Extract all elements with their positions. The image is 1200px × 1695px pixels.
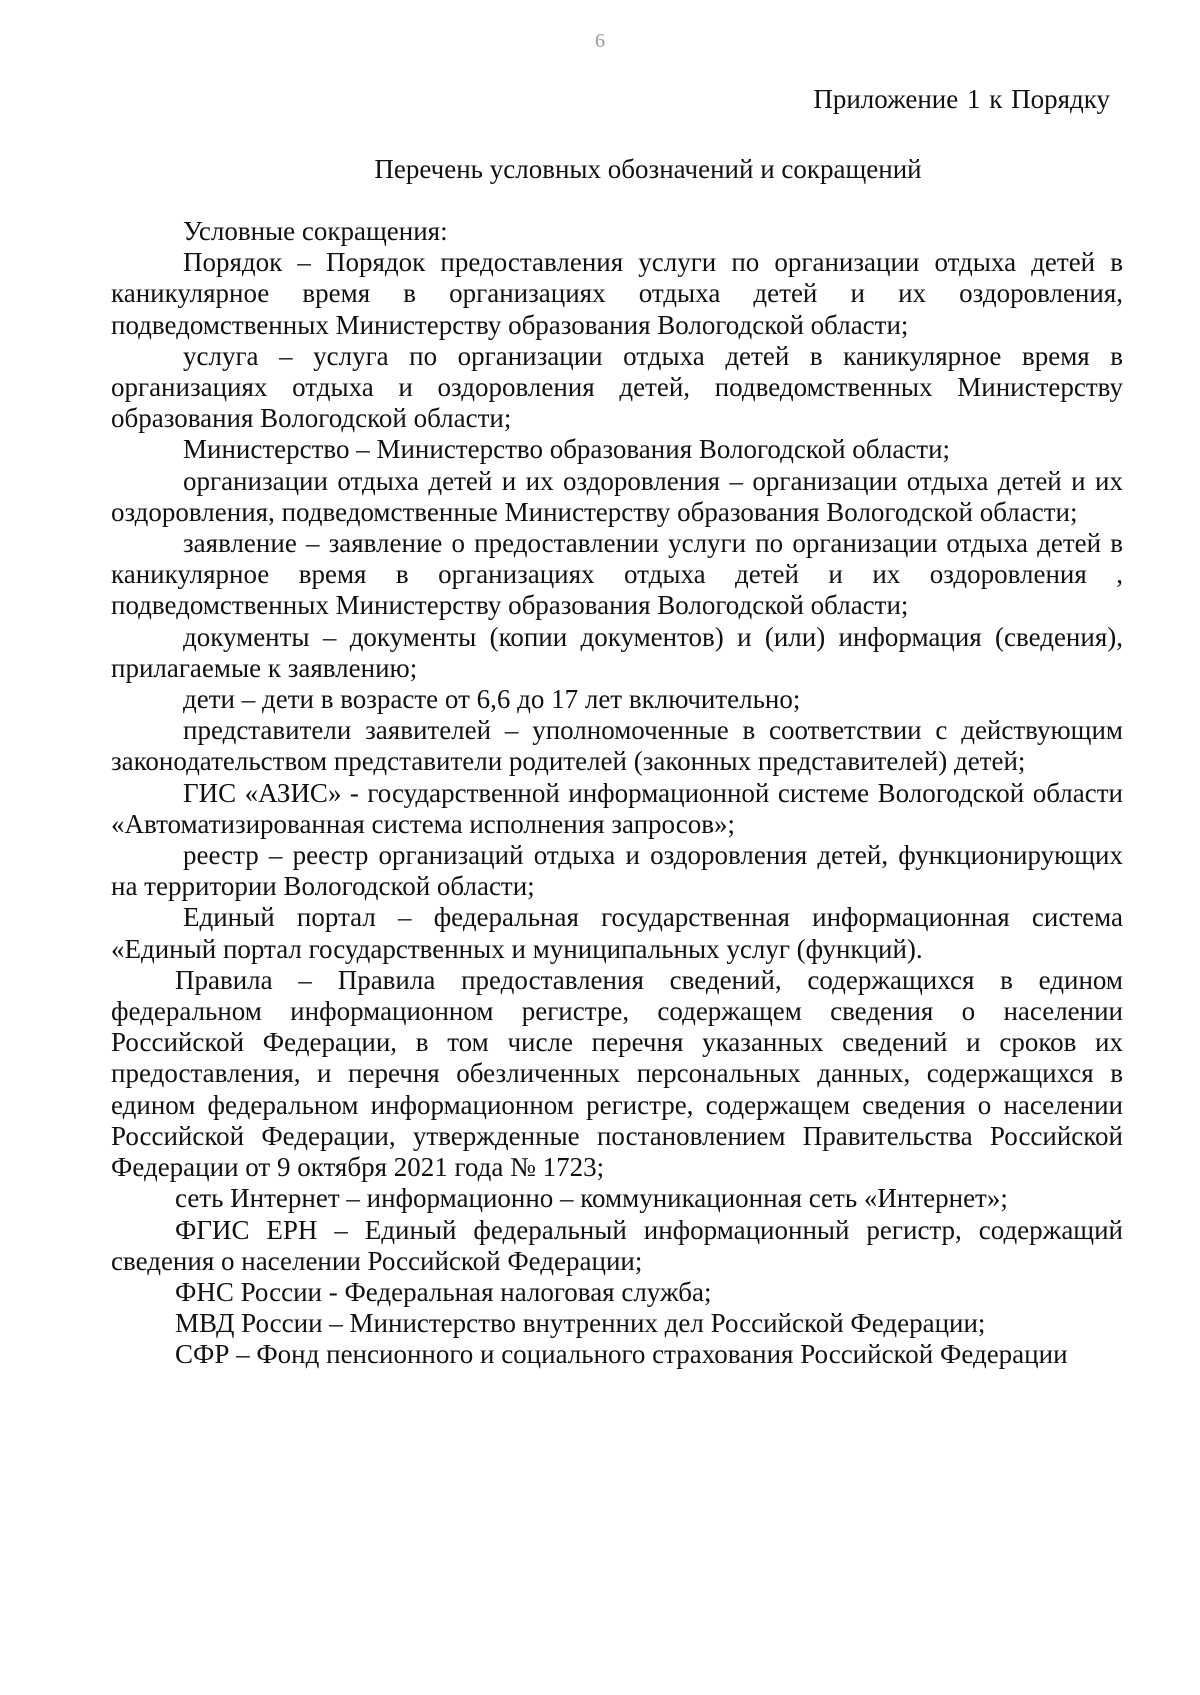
entry-usluga: услуга – услуга по организации отдыха детей в каникулярное время в организациях отдыха и оздоровления детей, подведомственных Министерству образования Вологодской области;: [111, 340, 1123, 434]
entry-set-internet: сеть Интернет – информационно – коммуникационная сеть «Интернет»;: [175, 1183, 1008, 1214]
entry-sfr: СФР – Фонд пенсионного и социального страхования Российской Федерации: [175, 1339, 1068, 1370]
page-number: 6: [595, 30, 605, 52]
document-body: [111, 216, 1123, 1371]
document-title: Перечень условных обозначений и сокращений: [374, 154, 922, 184]
entry-deti: дети – дети в возрасте от 6,6 до 17 лет включительно;: [183, 684, 801, 715]
entry-predstaviteli: представители заявителей – уполномоченные в соответствии с действующим законодательством представители родителей (законных представителей) детей;: [111, 715, 1123, 777]
entry-fns: ФНС России - Федеральная налоговая служба;: [175, 1276, 712, 1307]
entry-gis-azis: ГИС «АЗИС» - государственной информационной системе Вологодской области «Автоматизированная система исполнения запросов»;: [111, 777, 1123, 839]
entry-organizatsii: организации отдыха детей и их оздоровления – организации отдыха детей и их оздоровления, подведомственные Министерству образования Вологодской области;: [111, 465, 1123, 527]
entry-reestr: реестр – реестр организаций отдыха и оздоровления детей, функционирующих на территории Вологодской области;: [111, 840, 1123, 902]
entry-poryadok: Порядок – Порядок предоставления услуги по организации отдыха детей в каникулярное время в организациях отдыха детей и их оздоровления, подведомственных Министерству образования Вологодской области;: [111, 247, 1123, 340]
entry-fgis-ern: ФГИС ЕРН – Единый федеральный информационный регистр, содержащий сведения о населении Российской Федерации;: [111, 1214, 1123, 1276]
entry-mvd: МВД России – Министерство внутренних дел Российской Федерации;: [175, 1308, 986, 1339]
entry-pravila: Правила – Правила предоставления сведений, содержащихся в едином федеральном информационном регистре, содержащем сведения о населении Российской Федерации, в том числе перечня указанных сведений и сроков их предоставления, и перечня обезличенных персональных данных, содержащихся в едином федеральном информационном регистре, содержащем сведения о населении Российской Федерации, утвержденные постановлением Правительства Российской Федерации от 9 октября 2021 года № 1723;: [111, 964, 1123, 1183]
entry-edinyi-portal: Единый портал – федеральная государственная информационная система «Единый портал государственных и муниципальных услуг (функций).: [111, 902, 1123, 964]
entry-ministerstvo: Министерство – Министерство образования Вологодской области;: [183, 434, 951, 465]
appendix-label: Приложение 1 к Порядку: [813, 84, 1110, 114]
entry-zayavlenie: заявление – заявление о предоставлении услуги по организации отдыха детей в каникулярное время в организациях отдыха детей и их оздоровления , подведомственных Министерству образования Вологодской области;: [111, 528, 1123, 621]
entry-dokumenty: документы – документы (копии документов) и (или) информация (сведения), прилагаемые к заявлению;: [111, 621, 1123, 683]
subheading: Условные сокращения:: [183, 216, 448, 246]
